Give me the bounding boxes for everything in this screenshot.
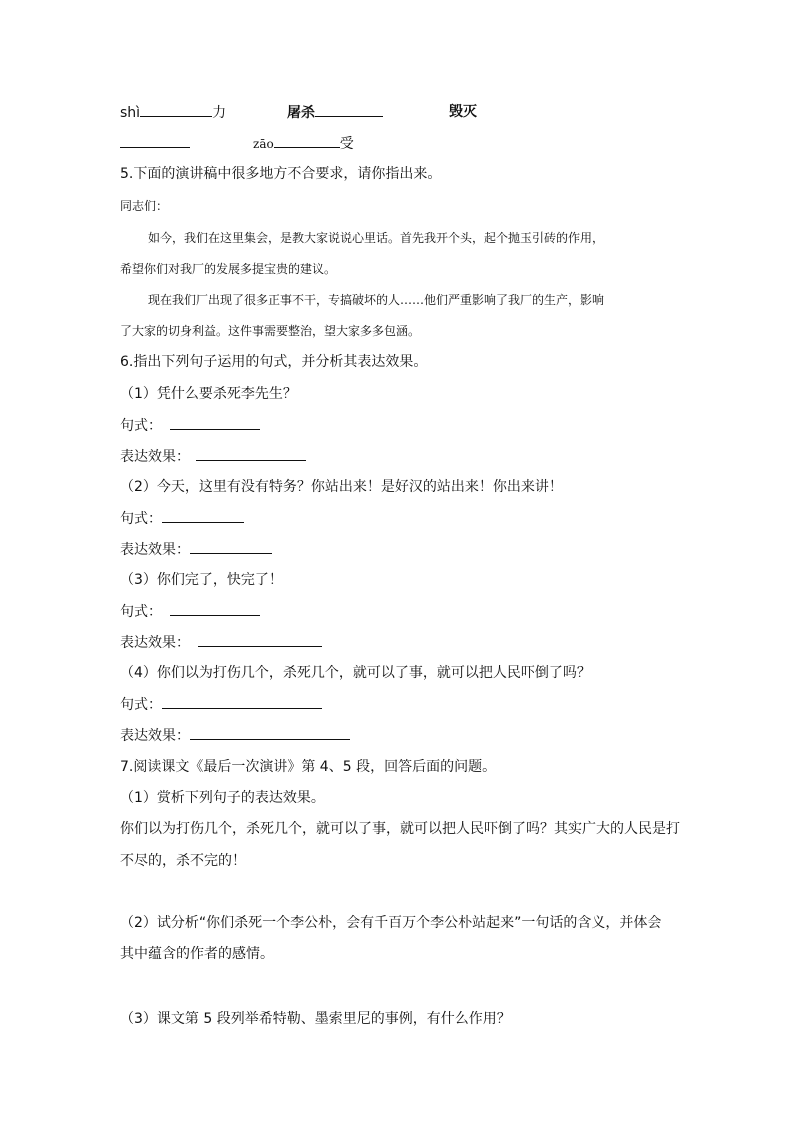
q6-item4-effect: 表达效果： xyxy=(120,725,350,746)
answer-blank[interactable] xyxy=(315,102,383,117)
q5-prompt: 5.下面的演讲稿中很多地方不合要求，请你指出来。 xyxy=(120,166,442,182)
q6-prompt: 6.指出下列句子运用的句式，并分析其表达效果。 xyxy=(120,354,428,370)
q6-item3-sentence: （3）你们完了，快完了！ xyxy=(120,572,283,588)
speech-para1-line1: 如今，我们在这里集会，是教大家说说心里话。首先我开个头，起个抛玉引砖的作用， xyxy=(148,231,605,245)
q6-item4-sentence: （4）你们以为打伤几个，杀死几个，就可以了事，就可以把人民吓倒了吗？ xyxy=(120,665,591,681)
q7-sub2-line2: 其中蕴含的作者的感情。 xyxy=(120,946,274,962)
speech-para1-line2: 希望你们对我厂的发展多提宝贵的建议。 xyxy=(120,262,337,276)
q6-item2-sentence: （2）今天，这里有没有特务？你站出来！是好汉的站出来！你出来讲！ xyxy=(120,479,563,495)
q6-item3-effect: 表达效果： xyxy=(120,632,322,653)
q4-hui-word: 毁灭 xyxy=(449,104,477,120)
effect-answer-blank[interactable] xyxy=(190,539,272,554)
zao-suffix: 受 xyxy=(339,136,354,152)
q6-item1-sentence: （1）凭什么要杀死李先生？ xyxy=(120,386,297,402)
answer-blank[interactable] xyxy=(120,133,190,148)
q4-row2 xyxy=(120,133,190,154)
q7-sub1: （1）赏析下列句子的表达效果。 xyxy=(120,790,325,806)
q6-item1-effect: 表达效果： xyxy=(120,446,306,467)
q7-sub3: （3）课文第 5 段列举希特勒、墨索里尼的事例，有什么作用？ xyxy=(120,1011,511,1027)
q6-item4-form: 句式： xyxy=(120,694,322,715)
speech-para2-line1: 现在我们厂出现了很多正事不干，专搞破坏的人……他们严重影响了我厂的生产，影响 xyxy=(148,293,605,307)
effect-answer-blank[interactable] xyxy=(196,446,306,461)
form-answer-blank[interactable] xyxy=(162,694,322,709)
speech-para2-line2: 了大家的切身利益。这件事需要整治，望大家多多包涵。 xyxy=(120,324,421,338)
effect-answer-blank[interactable] xyxy=(198,632,322,647)
q6-item3-form: 句式： xyxy=(120,601,260,622)
q4-tu-word: 屠杀 xyxy=(287,102,383,123)
q4-zao xyxy=(253,133,354,154)
shi-pinyin: shì xyxy=(120,105,141,121)
q7-quote-line2: 不尽的，杀不完的！ xyxy=(120,853,246,869)
speech-greeting: 同志们： xyxy=(120,199,169,213)
q7-quote-line1: 你们以为打伤几个，杀死几个，就可以了事，就可以把人民吓倒了吗？其实广大的人民是打 xyxy=(120,821,680,837)
q4-row1 xyxy=(120,102,226,123)
form-answer-blank[interactable] xyxy=(162,508,244,523)
form-answer-blank[interactable] xyxy=(170,601,260,616)
shi-suffix: 力 xyxy=(212,105,227,121)
q7-prompt: 7.阅读课文《最后一次演讲》第 4、5 段，回答后面的问题。 xyxy=(120,759,497,775)
q6-item2-form: 句式： xyxy=(120,508,244,529)
form-answer-blank[interactable] xyxy=(170,415,260,430)
answer-blank[interactable] xyxy=(140,102,212,117)
q6-item2-effect: 表达效果： xyxy=(120,539,272,560)
effect-answer-blank[interactable] xyxy=(190,725,350,740)
q7-sub2-line1: （2）试分析“你们杀死一个李公朴，会有千百万个李公朴站起来”一句话的含义，并体会 xyxy=(120,915,662,931)
answer-blank[interactable] xyxy=(274,133,340,148)
zao-pinyin: zāo xyxy=(253,137,274,151)
q6-item1-form: 句式： xyxy=(120,415,260,436)
